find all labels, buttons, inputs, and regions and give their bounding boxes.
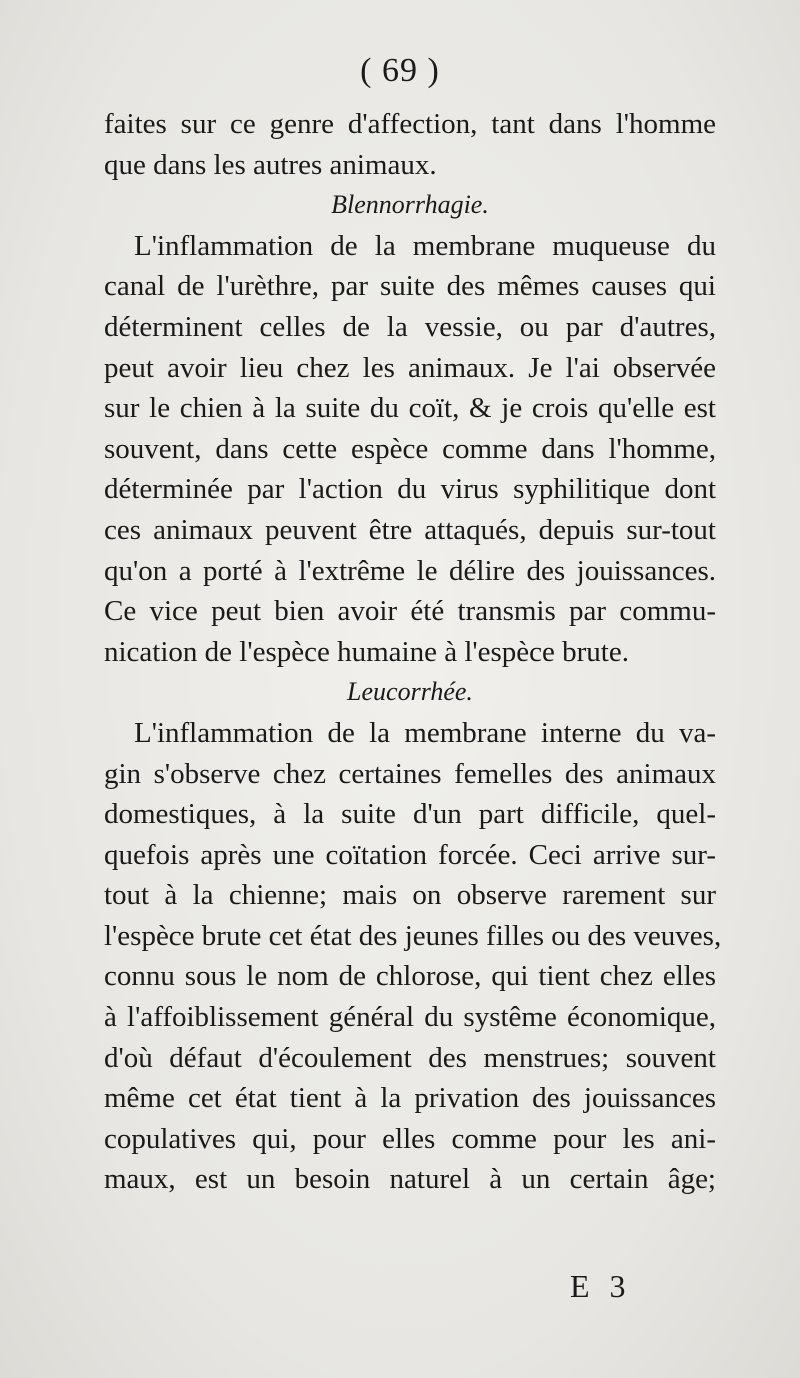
- text-line: même cet état tient à la privation des jouissances: [104, 1082, 716, 1115]
- section-heading-blennorrhagie: Blennorrhagie.: [331, 190, 489, 220]
- text-line: copulatives qui, pour elles comme pour les ani-: [104, 1122, 716, 1155]
- text-line: L'inflammation de la membrane interne du va-: [134, 716, 716, 749]
- text-line: quefois après une coïtation forcée. Ceci arrive sur-: [104, 838, 716, 871]
- text-line: sur le chien à la suite du coït, & je crois qu'elle est: [104, 392, 716, 425]
- text-line: déterminée par l'action du virus syphilitique dont: [104, 473, 716, 506]
- text-line: connu sous le nom de chlorose, qui tient chez elles: [104, 960, 716, 993]
- text-line: l'espèce brute cet état des jeunes filles ou des veuves,: [104, 919, 722, 952]
- body-text: [104, 104, 722, 1200]
- text-line: ces animaux peuvent être attaqués, depuis sur-tout: [104, 513, 716, 546]
- signature-mark: E 3: [570, 1268, 632, 1304]
- text-line: peut avoir lieu chez les animaux. Je l'ai observée: [104, 351, 716, 384]
- section-heading-leucorrhee: Leucorrhée.: [347, 677, 473, 707]
- text-line: nication de l'espèce humaine à l'espèce brute.: [104, 635, 629, 668]
- page-number: ( 69 ): [360, 52, 440, 89]
- text-line: L'inflammation de la membrane muqueuse du: [134, 229, 716, 262]
- text-line: d'où défaut d'écoulement des menstrues; souvent: [104, 1041, 716, 1074]
- text-line: maux, est un besoin naturel à un certain âge;: [104, 1163, 716, 1196]
- text-line: que dans les autres animaux.: [104, 148, 437, 181]
- text-line: gin s'observe chez certaines femelles des animaux: [104, 757, 716, 790]
- text-line: déterminent celles de la vessie, ou par d'autres,: [104, 310, 716, 343]
- text-line: tout à la chienne; mais on observe rarement sur: [104, 879, 716, 912]
- text-line: souvent, dans cette espèce comme dans l'homme,: [104, 432, 716, 465]
- text-line: faites sur ce genre d'affection, tant dans l'homme: [104, 108, 716, 140]
- text-line: domestiques, à la suite d'un part difficile, quel-: [104, 798, 716, 831]
- text-line: qu'on a porté à l'extrême le délire des jouissances.: [104, 554, 716, 587]
- text-line: à l'affoiblissement général du systême économique,: [104, 1001, 716, 1034]
- text-line: canal de l'urèthre, par suite des mêmes causes qui: [104, 270, 716, 303]
- text-line: Ce vice peut bien avoir été transmis par commu-: [104, 595, 716, 628]
